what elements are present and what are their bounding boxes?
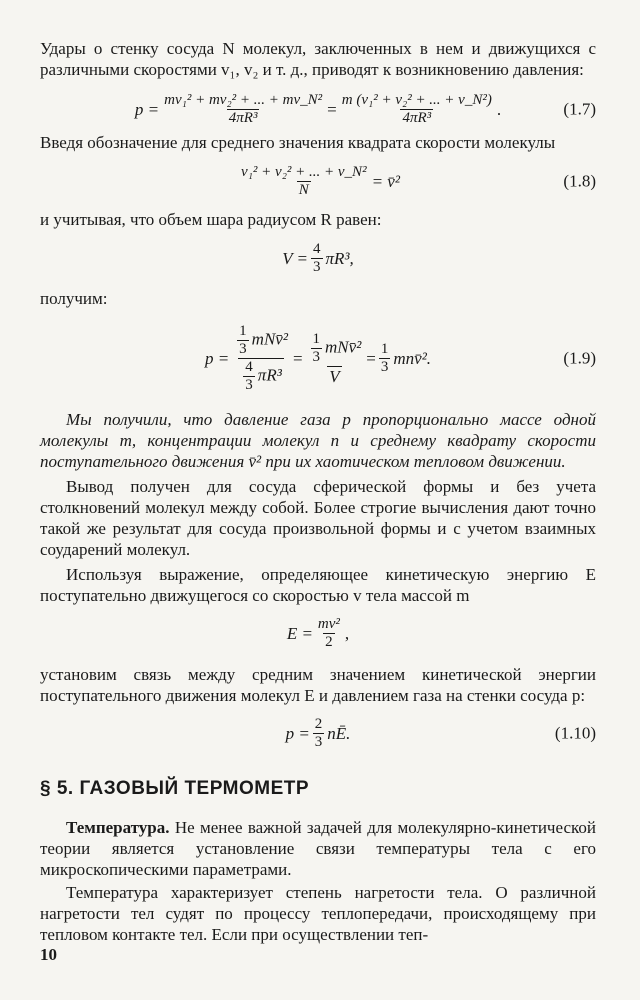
eq110-fraction (313, 716, 325, 751)
eq19-c-num: 1 (312, 330, 321, 347)
eq110-denominator: 3 (314, 733, 323, 750)
eq17-denominator-1: 4πR³ (228, 109, 258, 126)
eqV-lhs: V = (282, 248, 309, 268)
eq19-equals-1: = (292, 348, 303, 368)
eqE-tail: , (344, 623, 350, 643)
eq19-big-numerator (232, 323, 290, 358)
eq19-b-den: 3 (245, 376, 253, 393)
eq18-fraction (239, 164, 369, 199)
eqV-denominator: 3 (313, 258, 321, 275)
eq17-tail: . (496, 99, 502, 119)
eq19-c-tail: mNv̄² (325, 336, 362, 356)
eq18-numerator: v₁² + v₂² + ... + v_N² (241, 163, 367, 180)
eqE-lhs: E = (286, 623, 313, 643)
paragraph-9-text: Не менее важной задачей для молекулярно-кинетической теории является установление связи температуры тела с его микроскопическими параметрами. (40, 818, 596, 879)
eq17-fraction-1 (162, 92, 324, 127)
eq17-numerator-2: m (v₁² + v₂² + ... + v_N²) (341, 91, 492, 108)
paragraph-4: получим: (40, 289, 108, 308)
eq19-d-fraction (379, 341, 391, 376)
paragraph-7: Используя выражение, определяющее кинетическую энергию E поступательно движущегося со скоростью v тела массой m (40, 565, 596, 605)
eq19-a-num: 1 (239, 322, 247, 339)
eq19-a-tail: mNv̄² (251, 328, 288, 348)
eq19-second-fraction (306, 331, 364, 386)
eq19-second-denominator: V (329, 366, 340, 386)
paragraph-3: и учитывая, что объем шара радиусом R равен: (40, 210, 382, 229)
eq19-a-fraction (237, 323, 249, 358)
eqE-fraction (316, 616, 342, 651)
page-number: 10 (40, 945, 57, 964)
eq19-tail: mnv̄². (393, 348, 432, 368)
eq17-denominator-2: 4πR³ (402, 109, 432, 126)
eq19-d-den: 3 (380, 358, 389, 375)
equation-kinetic-energy (40, 610, 596, 656)
paragraph-10: Температура характеризует степень нагретости тела. О различной нагретости тел судят по процессу теплопередачи, происходящему при тепловом контакте тел. Если при осуществлении теп- (40, 883, 596, 944)
eq18-denominator: N (298, 181, 309, 198)
equation-1-7 (40, 86, 596, 132)
eq19-big-fraction (232, 323, 290, 394)
equation-volume (40, 234, 596, 282)
paragraph-1: Удары о стенку сосуда N молекул, заключенных в нем и движущихся с различными скоростями v₁, v₂ и т. д., приводят к возникновению давления: (40, 39, 596, 79)
paragraph-5-conclusion: Мы получили, что давление газа p пропорционально массе одной молекулы m, концентрации молекул n и среднему квадрату скорости поступательного движения v̄² при их хаотическом тепловом движении. (40, 410, 596, 471)
paragraph-9 (40, 817, 596, 880)
page-content (40, 38, 596, 945)
eqV-numerator: 4 (313, 240, 321, 257)
eq19-c-fraction (311, 331, 323, 366)
eqV-fraction (311, 241, 323, 276)
equation-number: (1.10) (554, 723, 596, 743)
eq110-rhs: nĒ. (327, 723, 351, 743)
eq19-big-denominator (238, 358, 284, 394)
eq19-c-den: 3 (312, 348, 321, 365)
eq110-numerator: 2 (314, 715, 323, 732)
eq17-fraction-2 (340, 92, 494, 127)
eq19-b-num: 4 (245, 358, 253, 375)
eq17-lhs: p = (134, 99, 160, 119)
eq19-b-tail: πR³ (257, 364, 282, 384)
eq18-rhs: = v̄² (371, 171, 400, 191)
equation-1-9 (40, 315, 596, 401)
eqE-denominator: 2 (325, 633, 333, 650)
eq19-d-num: 1 (380, 340, 389, 357)
paragraph-2: Введя обозначение для среднего значения квадрата скорости молекулы (40, 133, 556, 152)
equation-number: (1.8) (563, 171, 596, 191)
eq19-lhs: p = (204, 348, 230, 368)
eq19-a-den: 3 (239, 340, 247, 357)
equation-1-10 (40, 710, 596, 756)
equation-number: (1.9) (563, 348, 596, 368)
eq17-numerator-1: mv₁² + mv₂² + ... + mv_N² (164, 91, 323, 108)
eqE-numerator: mv² (317, 615, 340, 632)
section-heading: § 5. ГАЗОВЫЙ ТЕРМОМЕТР (40, 778, 310, 799)
eq110-lhs: p = (285, 723, 310, 743)
equation-number: (1.7) (563, 99, 596, 119)
term-temperature: Температура. (66, 818, 170, 837)
eq19-second-numerator (306, 331, 364, 366)
eq19-b-fraction (243, 359, 255, 394)
equation-1-8 (40, 157, 596, 205)
eq17-equals: = (327, 99, 337, 119)
paragraph-8: установим связь между средним значением кинетической энергии поступательного движения молекул E и давлением газа на стенки сосуда p: (40, 665, 596, 705)
eq19-equals-2: = (366, 348, 376, 368)
eqV-rhs: πR³, (325, 248, 354, 268)
paragraph-6: Вывод получен для сосуда сферической формы и без учета столкновений молекул между собой. Более строгие вычисления дают точно такой же результат для сосуда произвольной формы и с учетом взаимных соударений молекул. (40, 477, 596, 559)
